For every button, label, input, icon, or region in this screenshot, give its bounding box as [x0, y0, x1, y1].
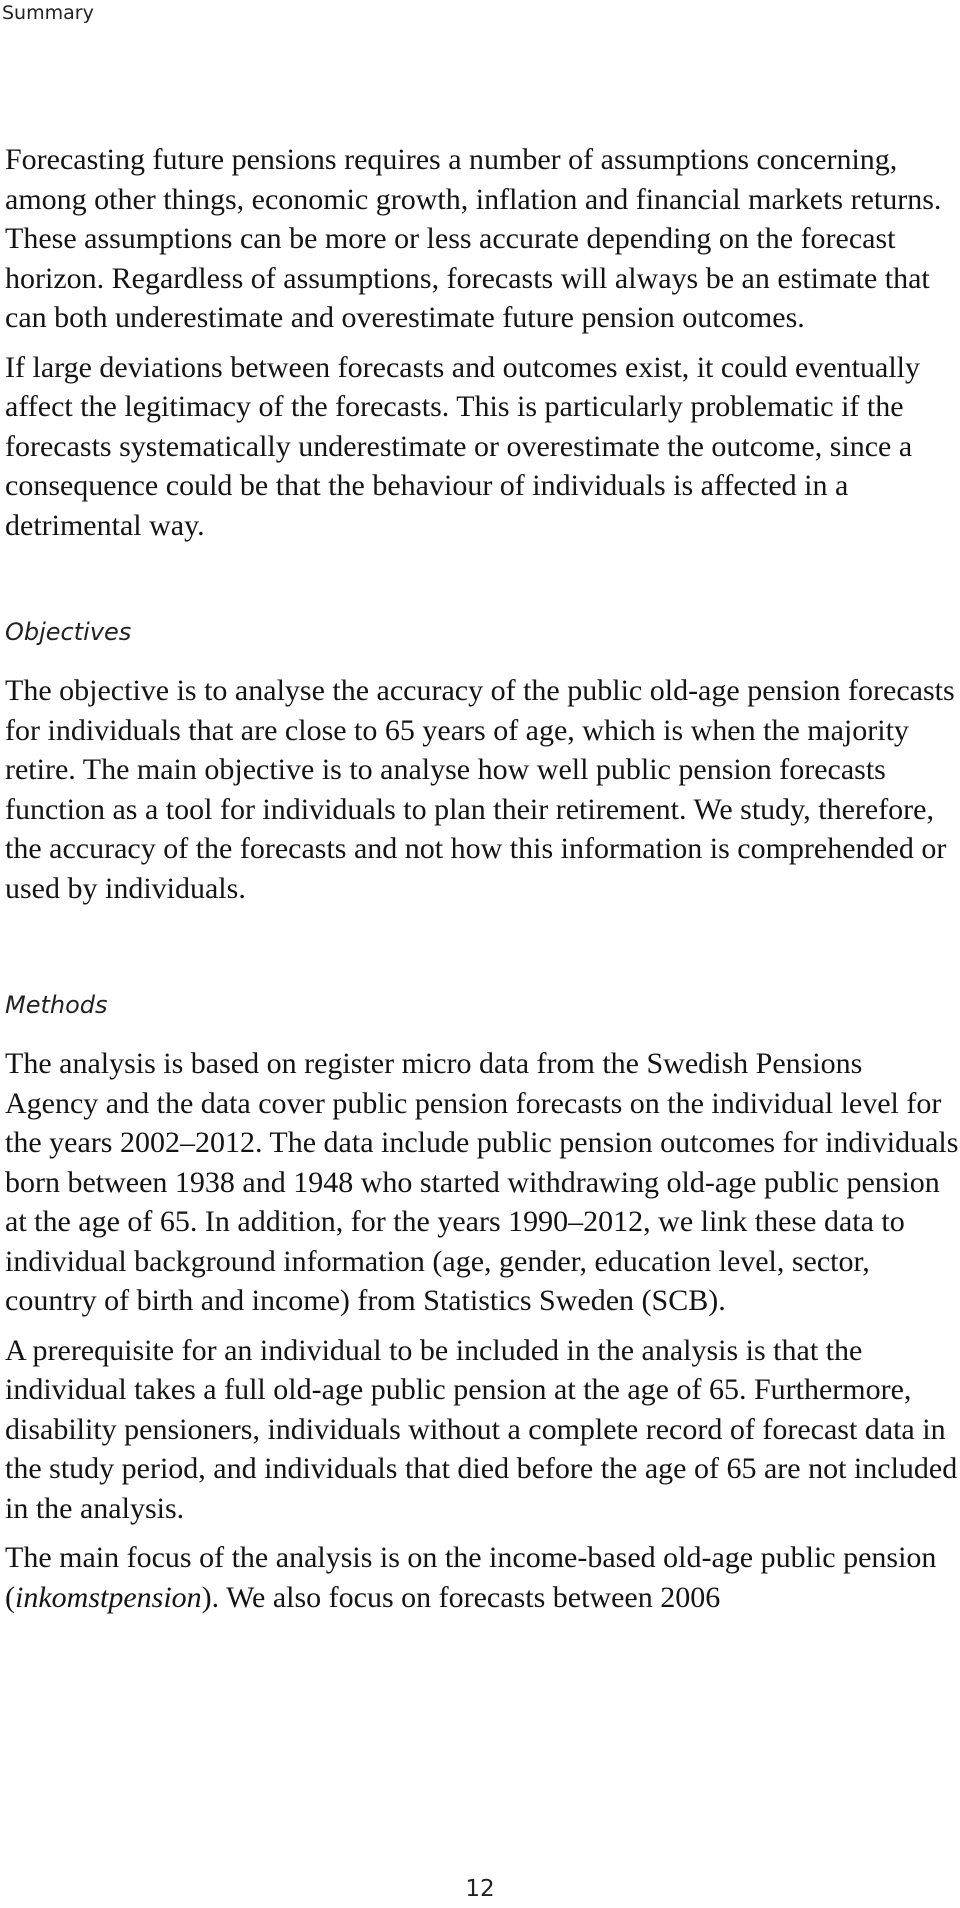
methods-heading: Methods	[5, 991, 108, 1019]
methods-paragraph-3	[5, 1538, 960, 1617]
methods-paragraph-3-start: The main focus of the analysis is on the income-based old-age public pension (	[5, 1541, 937, 1614]
objectives-paragraph-1: The objective is to analyse the accuracy of the public old-age pension forecasts for individuals that are close to 65 years of age, which is when the majority retire. The main objective is to analyse how well public pension forecasts function as a tool for individuals to plan their retirement. We study, therefore, the accuracy of the forecasts and not how this information is comprehended or used by individuals.	[5, 674, 955, 905]
page-number: 12	[465, 1876, 495, 1902]
methods-paragraph-3-end: ). We also focus on forecasts between 2006	[201, 1580, 721, 1614]
intro-paragraph-1: Forecasting future pensions requires a number of assumptions concerning, among other things, economic growth, inflation and financial markets returns. These assumptions can be more or less accurate depending on the forecast horizon. Regardless of assumptions, forecasts will always be an estimate that can both underestimate and overestimate future pension outcomes.	[5, 143, 942, 334]
running-header: Summary	[2, 2, 94, 24]
inkomstpension-term: inkomstpension	[15, 1580, 202, 1614]
section-intro	[5, 140, 960, 545]
intro-paragraph-2: If large deviations between forecasts and outcomes exist, it could eventually affect the legitimacy of the forecasts. This is particularly problematic if the forecasts systematically underestimate or overestimate the outcome, since a consequence could be that the behaviour of individuals is affected in a detrimental way.	[5, 350, 920, 542]
methods-paragraph-2: A prerequisite for an individual to be included in the analysis is that the individual takes a full old-age public pension at the age of 65. Furthermore, disability pensioners, individuals without a complete record of forecast data in the study period, and individuals that died before the age of 65 are not included in the analysis.	[5, 1333, 958, 1525]
section-methods	[5, 990, 960, 1617]
objectives-heading: Objectives	[5, 618, 132, 646]
document-body	[5, 140, 960, 1627]
methods-paragraph-1: The analysis is based on register micro data from the Swedish Pensions Agency and the data cover public pension forecasts on the individual level for the years 2002–2012. The data include public pension outcomes for individuals born between 1938 and 1948 who started withdrawing old-age public pension at the age of 65. In addition, for the years 1990–2012, we link these data to individual background information (age, gender, education level, sector, country of birth and income) from Statistics Sweden (SCB).	[5, 1047, 959, 1317]
section-objectives	[5, 617, 960, 908]
